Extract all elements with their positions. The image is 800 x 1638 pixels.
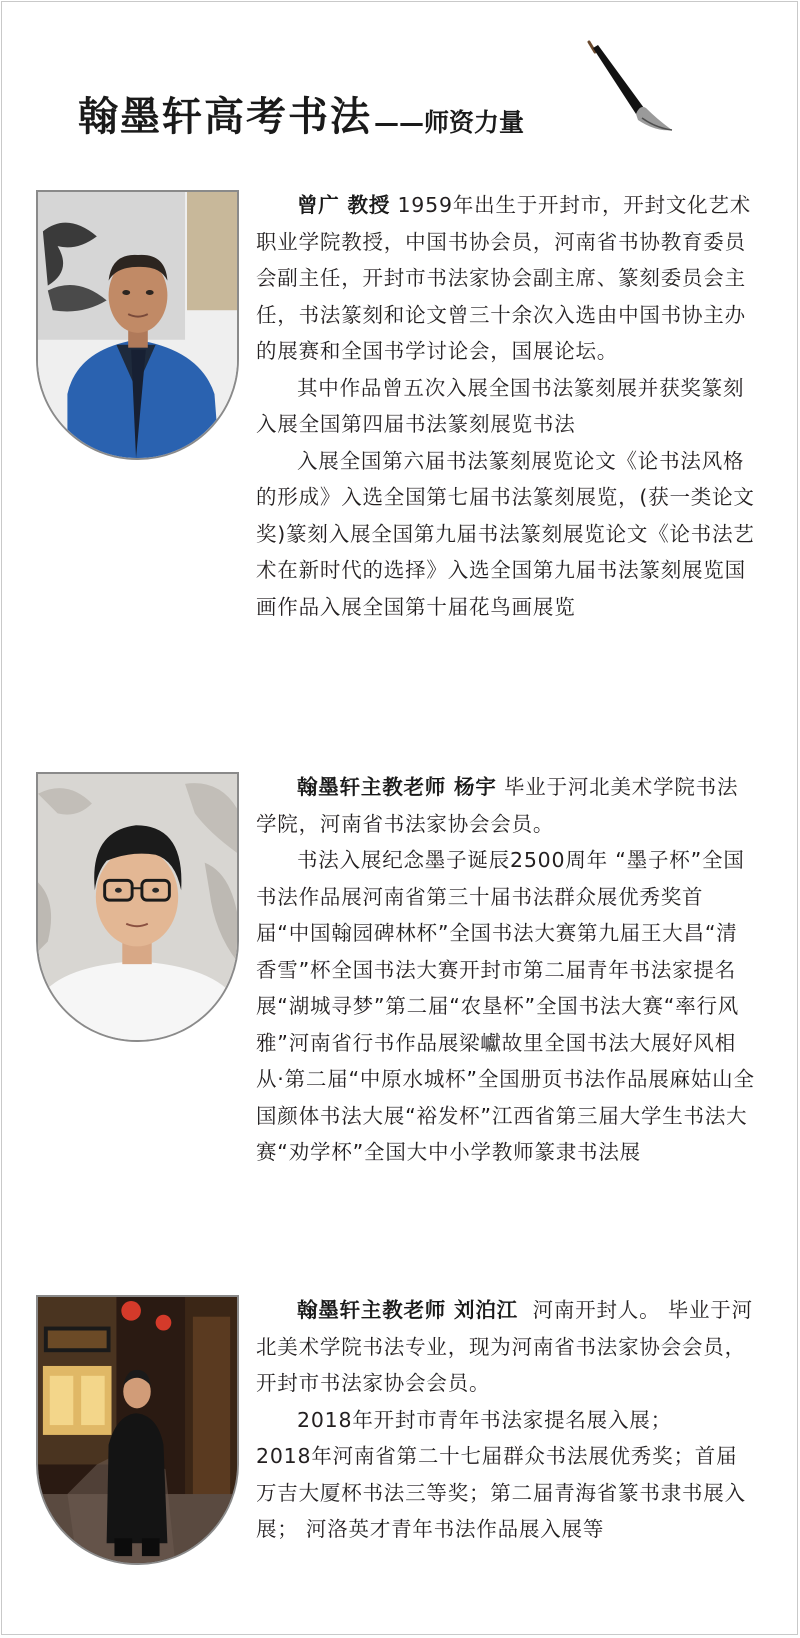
teacher-bio-paragraph: 其中作品曾五次入展全国书法篆刻展并获奖篆刻入展全国第四届书法篆刻展览书法 — [256, 375, 745, 436]
teacher-bio-yang — [256, 769, 756, 1171]
header-title — [78, 84, 524, 140]
teacher-bio-liu — [256, 1292, 756, 1548]
teacher-name: 翰墨轩主教老师 刘泊江 — [297, 1298, 518, 1322]
teacher-bio-text: 毕业于河北美术学院书法学院，河南省书法家协会会员。 — [256, 775, 739, 836]
teacher-photo-yang — [36, 772, 239, 1042]
teacher-bio-paragraph: 书法入展纪念墨子诞辰2500周年 “墨子杯”全国书法作品展河南省第三十届书法群众展优秀奖首届“中国翰园碑林杯”全国书法大赛第九届王大昌“清香雪”杯全国书法大赛开封市第二届青年书法家提名展“湖城寻梦”第二届“农垦杯”全国书法大赛“率行风雅”河南省行书作品展梁巘故里全国书法大展好风相从·第二届“中原水城杯”全国册页书法作品展麻姑山全国颜体书法大展“裕发杯”江西省第三届大学生书法大赛“劝学杯”全国大中小学教师篆隶书法展 — [256, 848, 755, 1164]
teacher-bio-text: 河南开封人。 毕业于河北美术学院书法专业，现为河南省书法家协会会员，开封市书法家协会会员。 — [256, 1298, 753, 1395]
page-title: 翰墨轩高考书法 — [78, 93, 372, 140]
calligraphy-brush-icon — [580, 38, 680, 138]
teacher-name: 曾广 教授 — [297, 193, 391, 217]
teacher-bio-text: 1959年出生于开封市，开封文化艺术职业学院教授，中国书协会员，河南省书协教育委员会副主任，开封市书法家协会副主席、篆刻委员会主任，书法篆刻和论文曾三十余次入选由中国书协主办的展赛和全国书学讨论会，国展论坛。 — [256, 193, 752, 363]
teacher-name: 翰墨轩主教老师 杨宇 — [297, 775, 497, 799]
page-subtitle: ——师资力量 — [374, 108, 525, 137]
teacher-bio-paragraph — [256, 769, 756, 842]
teacher-bio-paragraph: 2018年开封市青年书法家提名展入展； — [297, 1407, 672, 1432]
teacher-photo-zeng — [36, 190, 239, 460]
teacher-bio-paragraph — [256, 187, 756, 370]
teacher-bio-paragraph: 入展全国第六届书法篆刻展览论文《论书法风格的形成》入选全国第七届书法篆刻展览，(获一类论文奖)篆刻入展全国第九届书法篆刻展览论文《论书法艺术在新时代的选择》入选全国第九届书法篆刻展览国画作品入展全国第十届花鸟画展览 — [256, 448, 755, 619]
teacher-bio-paragraph — [256, 1292, 756, 1402]
teacher-photo-liu — [36, 1295, 239, 1565]
teacher-bio-zeng — [256, 187, 756, 625]
teacher-bio-paragraph: 2018年河南省第二十七届群众书法展优秀奖；首届万吉大厦杯书法三等奖；第二届青海省篆书隶书展入展； 河洛英才青年书法作品展入展等 — [256, 1444, 746, 1541]
